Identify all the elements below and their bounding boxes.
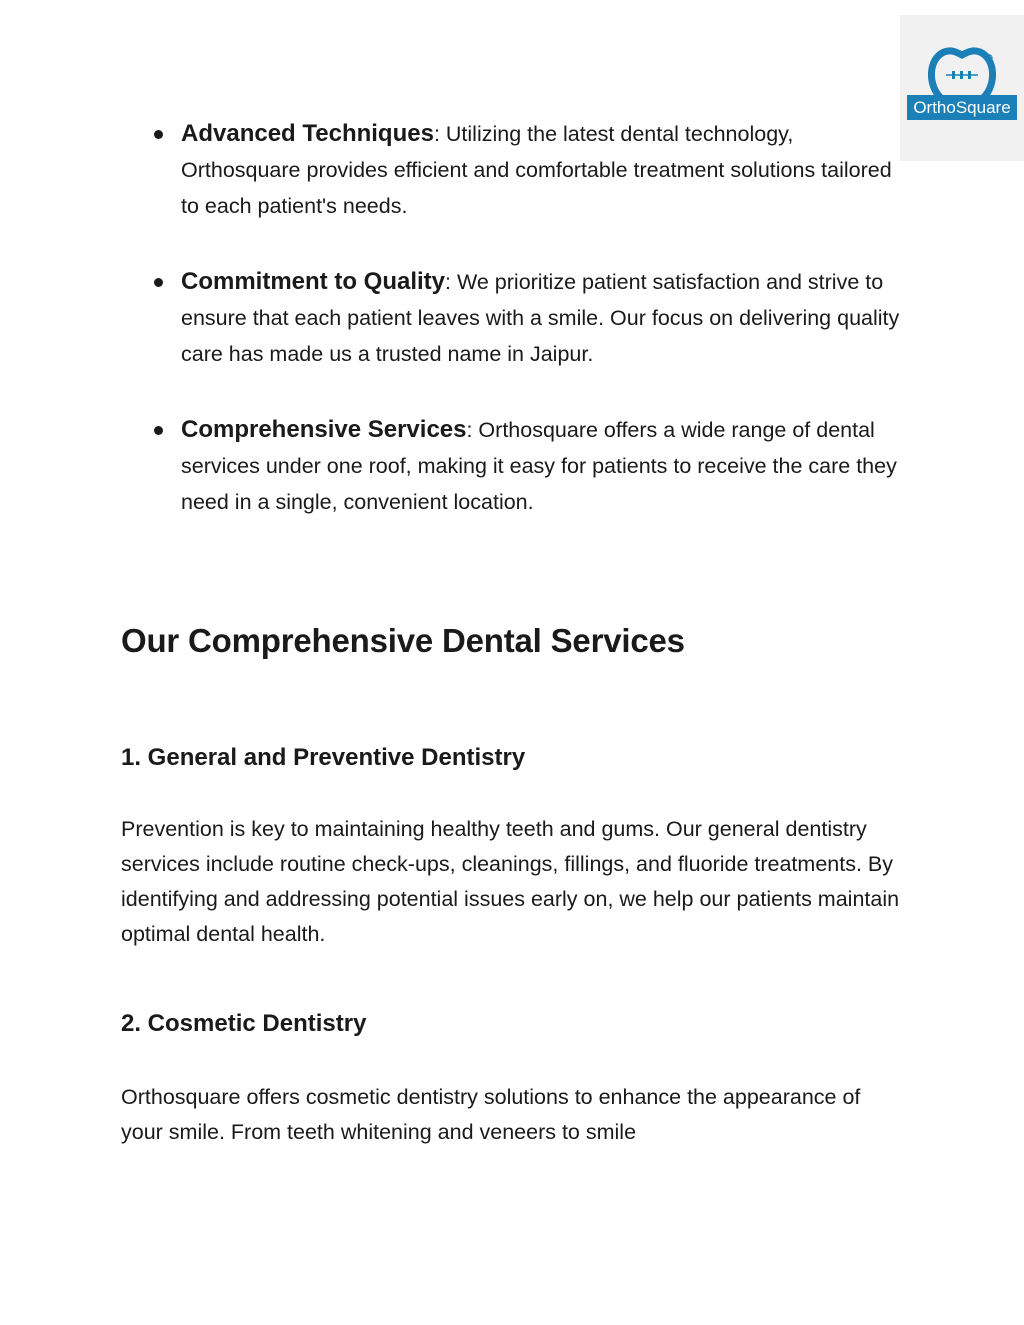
bullet-icon — [154, 426, 163, 435]
bullet-icon — [154, 130, 163, 139]
brand-logo — [900, 15, 1024, 161]
feature-list — [121, 116, 911, 560]
service-description: Orthosquare offers cosmetic dentistry solutions to enhance the appearance of your smile. From teeth whitening and veneers to smile — [121, 1085, 861, 1144]
tooth-logo-icon — [900, 15, 1024, 161]
list-item — [121, 116, 911, 224]
list-item — [121, 264, 911, 372]
service-heading: 1. General and Preventive Dentistry — [121, 744, 526, 771]
section-title: Our Comprehensive Dental Services — [121, 622, 685, 659]
bullet-text: : Orthosquare offers a wide range of dental services under one roof, making it easy for patients to receive the care they need in a single, convenient location. — [181, 418, 897, 514]
service-description: Prevention is key to maintaining healthy teeth and gums. Our general dentistry services include routine check-ups, cleanings, fillings, and fluoride treatments. By identifying and addressing potential issues early on, we help our patients maintain optimal dental health. — [121, 817, 900, 946]
service-heading: 2. Cosmetic Dentistry — [121, 1010, 367, 1037]
bullet-text: : Utilizing the latest dental technology, Orthosquare provides efficient and comfortable treatment solutions tailored to each patient's needs. — [181, 122, 892, 218]
bullet-term: Comprehensive Services — [181, 416, 467, 443]
bullet-term: Commitment to Quality — [181, 268, 446, 295]
bullet-term: Advanced Techniques — [181, 120, 434, 147]
brand-wordmark: OrthoSquare — [913, 98, 1011, 117]
bullet-text: : We prioritize patient satisfaction and strive to ensure that each patient leaves with a smile. Our focus on delivering quality care has made us a trusted name in Jaipur. — [181, 270, 900, 366]
list-item — [121, 412, 911, 520]
bullet-icon — [154, 278, 163, 287]
